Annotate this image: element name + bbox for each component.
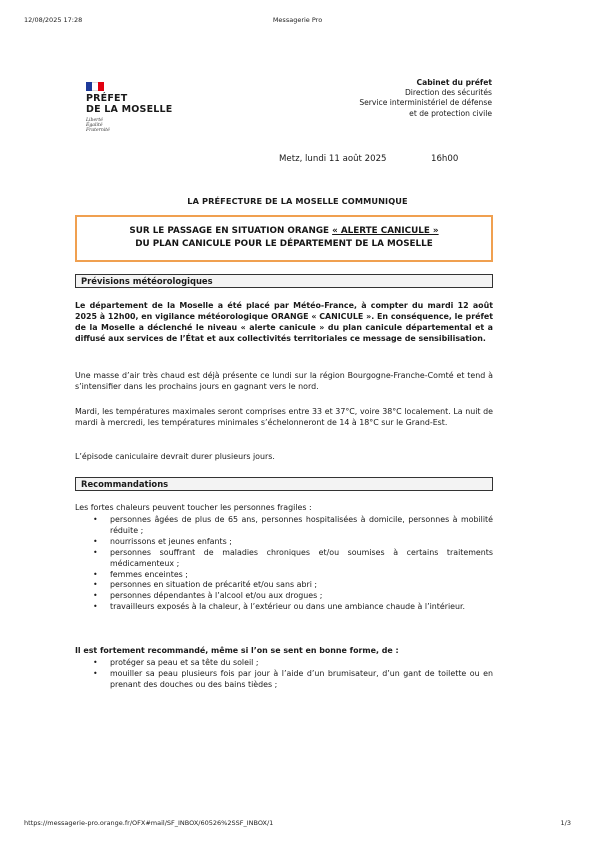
- logo-motto: [86, 118, 196, 134]
- motto-liberte: Liberté: [86, 118, 103, 123]
- list-item: • personnes âgées de plus de 65 ans, personnes hospitalisées à domicile, personnes à mobilité réduite ;: [93, 515, 493, 537]
- alert-canicule-highlight: « ALERTE CANICULE »: [332, 226, 439, 236]
- forecast-paragraph-2: Une masse d’air très chaud est déjà présente ce lundi sur la région Bourgogne-Franche-Comté et tend à s’intensifier dans les prochains jours en gagnant vers le nord.: [75, 371, 493, 391]
- list-item: • nourrissons et jeunes enfants ;: [93, 537, 493, 548]
- alert-line-2: DU PLAN CANICULE POUR LE DÉPARTEMENT DE LA MOSELLE: [135, 239, 433, 249]
- print-app-title: Messagerie Pro: [272, 16, 323, 24]
- alert-line-1-prefix: SUR LE PASSAGE EN SITUATION ORANGE: [129, 226, 333, 236]
- list-item: • personnes dépendantes à l’alcool et/ou aux drogues ;: [93, 591, 493, 602]
- recommendation-intro: Il est fortement recommandé, même si l’on se sent en bonne forme, de :: [75, 646, 399, 655]
- page-url: https://messagerie-pro.orange.fr/OFX#mail/SF_INBOX/60526%2SSF_INBOX/1: [24, 819, 274, 827]
- marianne-flag-icon: [86, 82, 104, 91]
- dateline: [279, 154, 459, 164]
- place-date: Metz, lundi 11 août 2025: [279, 154, 387, 164]
- fragile-people-list: [93, 515, 493, 613]
- list-item: • personnes en situation de précarité et/ou sans abri ;: [93, 580, 493, 591]
- forecast-paragraph-4: L’épisode caniculaire devrait durer plusieurs jours.: [75, 452, 275, 461]
- print-header: [0, 16, 595, 28]
- time: 16h00: [431, 154, 459, 164]
- alert-line-1: [77, 225, 491, 238]
- logo-line-1: PRÉFET: [86, 93, 128, 104]
- recommendation-list: [93, 658, 493, 691]
- fragile-intro: Les fortes chaleurs peuvent toucher les personnes fragiles :: [75, 503, 312, 512]
- list-item: • travailleurs exposés à la chaleur, à l’extérieur ou dans une ambiance chaude à l’intérieur.: [93, 602, 493, 613]
- motto-fraternite: Fraternité: [86, 128, 110, 134]
- list-item: • mouiller sa peau plusieurs fois par jour à l’aide d’un brumisateur, d’un gant de toilette ou en prenant des douches ou des bains tièdes ;: [93, 669, 493, 691]
- sender-service-1: Service interministériel de défense: [359, 98, 492, 108]
- list-item: • protéger sa peau et sa tête du soleil ;: [93, 658, 493, 669]
- forecast-paragraph-1: Le département de la Moselle a été placé par Météo-France, à compter du mardi 12 août 2025 à 12h00, en vigilance météorologique ORANGE « CANICULE ». En conséquence, le préfet de la Moselle a déclenché le niveau « alerte canicule » du plan canicule départemental et a diffusé aux services de l’État et aux collectivités territoriales ce message de sensibilisation.: [75, 301, 493, 343]
- logo-line-2: DE LA MOSELLE: [86, 103, 173, 115]
- print-datetime: 12/08/2025 17:28: [24, 16, 83, 24]
- list-item: • personnes souffrant de maladies chroniques et/ou soumises à certains traitements médicamenteux ;: [93, 548, 493, 570]
- alert-title-box: [75, 215, 493, 262]
- section-heading-forecast: Prévisions météorologiques: [75, 274, 493, 288]
- sender-direction: Direction des sécurités: [404, 88, 492, 98]
- motto-egalite: Égalité: [86, 123, 103, 129]
- sender-cabinet: Cabinet du préfet: [416, 78, 492, 87]
- section-heading-recommendations: Recommandations: [75, 477, 493, 491]
- sender-service-2: et de protection civile: [409, 108, 492, 118]
- communique-heading: LA PRÉFECTURE DE LA MOSELLE COMMUNIQUE: [187, 196, 408, 206]
- list-item: • femmes enceintes ;: [93, 570, 493, 581]
- prefecture-logo: [86, 82, 196, 134]
- forecast-paragraph-3: Mardi, les températures maximales seront comprises entre 33 et 37°C, voire 38°C localement. La nuit de mardi à mercredi, les températures minimales s’échelonneront de 14 à 18°C sur le Grand-Est.: [75, 407, 493, 427]
- sender-block: [359, 78, 492, 119]
- page-number: 1/3: [560, 819, 571, 827]
